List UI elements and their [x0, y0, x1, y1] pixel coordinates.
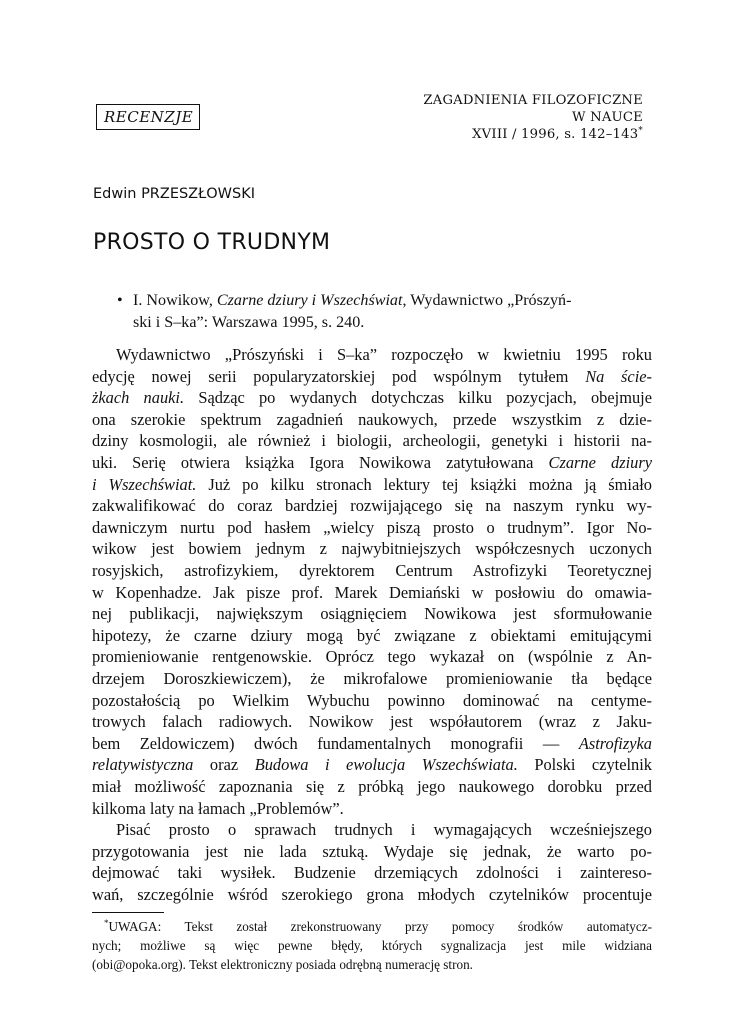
monograph-title-1-end: relatywistyczna	[92, 755, 194, 775]
footnote-line	[104, 919, 652, 938]
p1-line: w Kopenhadze. Jak pisze prof. Marek Demiański w posłowiu do omawia-	[92, 582, 652, 602]
p1-line	[92, 755, 652, 777]
p1-line: zakwalifikować do coraz bardziej rozwijającego się na naszym rynku wy-	[92, 496, 652, 516]
section-label: RECENZJE	[104, 108, 194, 126]
journal-header	[423, 92, 643, 143]
p1-text: oraz	[209, 755, 239, 775]
footnote-marker: *	[104, 918, 109, 928]
p1-line: miał możliwość zapoznania się z próbką jego naukowego dorobku przed	[92, 777, 652, 796]
footnote-line: nych; możliwe są więc pewne błędy, których sygnalizacja jest mile widziana	[92, 938, 652, 953]
journal-footnote-marker: *	[638, 126, 643, 136]
p1-text: Sądząc po wydanych dotychczas kilku pozycjach, obejmuje	[198, 388, 652, 408]
p1-line: trowych falach radiowych. Nowikow jest współautorem (wraz z Jaku-	[92, 712, 652, 732]
p1-line	[92, 367, 652, 389]
series-title: Na ście-	[585, 366, 652, 386]
book-title-end: i Wszechświat.	[92, 474, 197, 494]
article-title: PROSTO O TRUDNYM	[93, 230, 331, 255]
biblio-author: I. Nowikow,	[133, 292, 213, 309]
p1-text: bem Zeldowiczem) dwóch fundamentalnych monografii —	[92, 733, 560, 753]
journal-issue: XVIII / 1996, s. 142–143	[472, 127, 639, 142]
biblio-book-title: Czarne dziury i Wszechświat	[216, 292, 403, 309]
p2-line: dejmować taki wysiłek. Budzenie drzemiących zdolności i zaintereso-	[92, 863, 652, 883]
p1-text: uki. Serię otwiera książka Igora Nowikowa zatytułowana	[92, 453, 534, 472]
p2-line: Pisać prosto o sprawach trudnych i wymagających wcześniejszego	[116, 820, 652, 840]
bibliography-line-1	[133, 290, 571, 312]
biblio-publisher-1: , Wydawnictwo „Prószyń-	[402, 292, 572, 309]
p1-text: Polski czytelnik	[534, 755, 652, 775]
series-title-end: żkach nauki.	[92, 388, 185, 408]
p1-line: dawniczym nurtu pod hasłem „wielcy piszą prosto o trudnym”. Igor No-	[92, 517, 652, 537]
p1-line: ona szerokie spektrum zagadnień naukowych, przede wszystkim z dzie-	[92, 409, 652, 429]
section-label-box	[96, 104, 200, 130]
article-author	[93, 186, 255, 202]
p1-line	[92, 734, 652, 756]
p1-text: Już po kilku stronach lektury tej książki można ją śmiało	[208, 474, 652, 494]
bibliography-line-2: ski i S–ka”: Warszawa 1995, s. 240.	[133, 314, 365, 331]
journal-name-line2: W NAUCE	[571, 110, 643, 125]
p1-line: dziny kosmologii, ale również i biologii, archeologii, genetyki i historii na-	[92, 431, 652, 451]
book-title: Czarne dziury	[548, 453, 652, 472]
p1-line: hipotezy, że czarne dziury mogą być związane z obiektami emitującymi	[92, 625, 652, 645]
footnote-text: UWAGA: Tekst został zrekonstruowany przy pomocy środków automatycz-	[108, 919, 652, 934]
p1-line: nej publikacji, największym osiągnięciem Nowikowa jest sformułowanie	[92, 604, 652, 624]
p1-line: pozostałością po Wielkim Wybuchu powinno dominować na centyme-	[92, 690, 652, 710]
footnote-line: (obi@opoka.org). Tekst elektroniczny posiada odrębną numerację stron.	[92, 957, 473, 972]
p1-text: edycję nowej serii popularyzatorskiej pod wspólnym tytułem	[92, 366, 569, 386]
journal-issue-line	[423, 126, 643, 143]
p1-line: rosyjskich, astrofizykiem, dyrektorem Centrum Astrofizyki Teoretycznej	[92, 561, 652, 580]
p1-line: drzejem Doroszkiewiczem), że mikrofalowe promieniowanie tła będące	[92, 669, 652, 688]
p2-line: wań, szczególnie wśród szerokiego grona młodych czytelników procentuje	[92, 885, 652, 904]
p1-line: kilkoma laty na łamach „Problemów”.	[92, 798, 344, 818]
p1-line	[92, 475, 652, 497]
p1-line	[92, 388, 652, 410]
journal-name-line1: ZAGADNIENIA FILOZOFICZNE	[423, 93, 643, 108]
p1-line: promieniowanie rentgenowskie. Oprócz tego wykazał on (wspólnie z An-	[92, 647, 652, 667]
author-last-name: PRZESZŁOWSKI	[141, 186, 256, 202]
author-first-name: Edwin	[93, 186, 137, 202]
p1-line: Wydawnictwo „Prószyński i S–ka” rozpoczęło w kwietniu 1995 roku	[116, 345, 652, 364]
p2-line: przygotowania jest nie lada sztuką. Wydaje się jednak, że warto po-	[92, 841, 652, 861]
bullet-icon: •	[117, 292, 123, 309]
monograph-title-1: Astrofizyka	[578, 733, 652, 753]
footnote-rule	[92, 912, 164, 913]
p1-line	[92, 453, 652, 475]
monograph-title-2: Budowa i ewolucja Wszechświata.	[254, 755, 518, 775]
p1-line: wikow jest bowiem jednym z najwybitniejszych współczesnych uczonych	[92, 539, 652, 559]
